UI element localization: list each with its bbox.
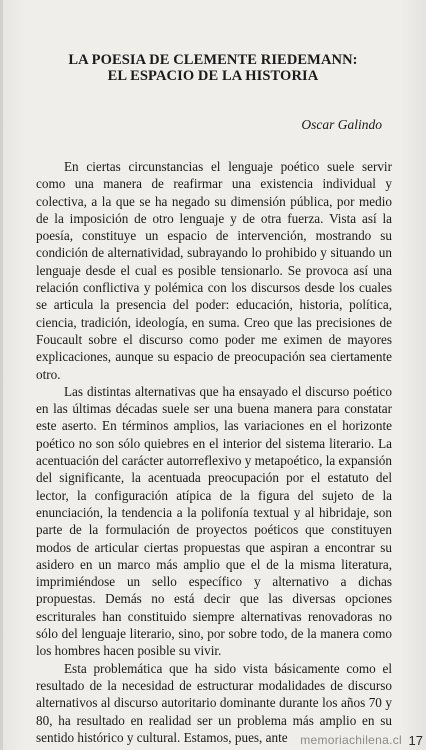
paragraph-2: Las distintas alternativas que ha ensayado el discurso poético en las últimas décadas suele ser una buena manera para constatar este aserto. En términos amplios, las variaciones en el horizonte poético no son sólo quiebres en el interior del sistema literario. La acentuación del carácter autorreflexivo y metapoético, la expansión del significante, la acentuada preocupación por el estatuto del lector, la configuración atípica de la figura del sujeto de la enunciación, la tendencia a la polifonía textual y al hibridaje, son parte de la formulación de proyectos poéticos que constituyen modos de articular ciertas propuestas que aspiran a encontrar su asidero en un marco más amplio que el de la misma literatura, imprimiéndose un sello específico y alternativo a dichas propuestas. Demás no está decir que las diversas opciones escriturales han constituido siempre alternativas renovadoras no sólo del lenguaje literario, sino, por sobre todo, de la manera como los hombres hacen posible su vivir. [36,383,392,659]
author-name: Oscar Galindo [301,117,382,132]
article-title [40,52,386,84]
paragraph-1: En ciertas circunstancias el lenguaje poético suele servir como una manera de reafirmar una existencia individual y colectiva, a la que se ha negado su dimensión pública, por medio de la imposición de otro lenguaje y de otra fuerza. Vista así la poesía, constituye un espacio de intervención, mostrando su condición de alternatividad, subrayando lo prohibido y situando un lenguaje desde el cual es posible tensionarlo. Se provoca así una relación conflictiva y polémica con los discursos desde los cuales se articula la presencia del poder: educación, historia, política, ciencia, tradición, ideología, en suma. Creo que las precisiones de Foucault sobre el discurso como poder me eximen de mayores explicaciones, aunque su espacio de preocupación sea ciertamente otro. [36,159,392,382]
page-edge-shadow [0,0,3,750]
title-line-1: LA POESIA DE CLEMENTE RIEDEMANN: [68,52,358,68]
paragraph-3: Esta problemática que ha sido vista básicamente como el resultado de la necesidad de estructurar modalidades de discurso alternativos al discurso autoritario dominante durante los años 70 y 80, ha resultado en realidad ser un problema más amplio en su sentido histórico y cultural. Estamos, pues, ante [36,660,392,745]
source-watermark: memoriachilena.cl [300,733,402,747]
article-body [36,158,392,746]
title-line-2: EL ESPACIO DE LA HISTORIA [107,68,319,84]
page-number: 17 [408,733,423,748]
